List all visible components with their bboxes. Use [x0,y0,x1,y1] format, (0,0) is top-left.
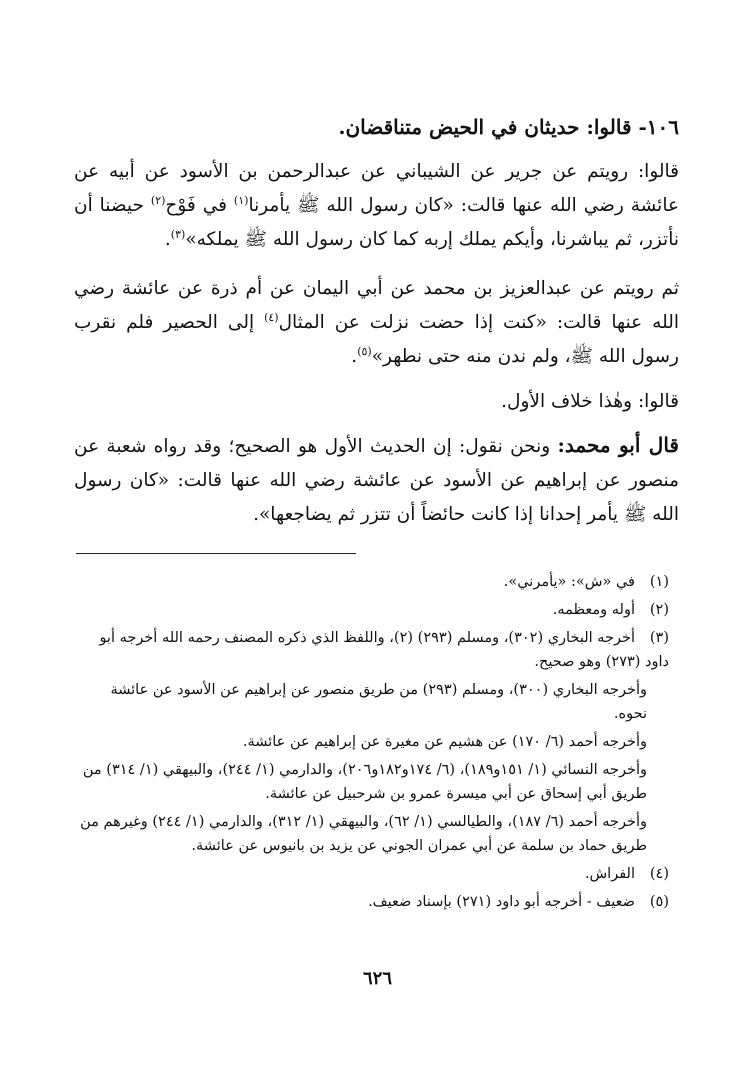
footnote-item [74,626,669,674]
footnote-separator [76,553,356,554]
footnote-item [74,598,669,622]
body-text: ونحن نقول: إن الحديث الأول هو الصحيح؛ وقد رواه شعبة عن منصور عن إبراهيم عن الأسود عن عائشة رضي الله عنها قالت: «كان رسول الله ﷺ يأمر إحدانا إذا كانت حائضاً أن تتزر ثم يضاجعها». [74,436,679,525]
footnote-item [74,862,669,886]
footnote-text: أخرجه البخاري (٣٠٢)، ومسلم (٢٩٣) (٢)، واللفظ الذي ذكره المصنف رحمه الله أخرجه أبو داود (٢٧٣) وهو صحيح. [99,630,669,670]
footnote-number: (٤) [649,866,669,882]
body-text: . [351,346,358,367]
footnote-ref: (٥) [357,344,372,358]
footnote-ref: (٢) [150,193,166,207]
paragraph-2 [74,272,679,374]
body-text: ثم رويتم عن عبدالعزيز بن محمد عن أبي اليمان عن أم ذرة عن عائشة رضي الله عنها قالت: «كنت إذا حضت نزلت عن المثال [74,278,679,333]
footnote-number: (٣) [649,630,669,646]
paragraph-1 [74,155,679,257]
paragraph-3 [74,385,679,419]
body-text: قالوا: وهٰذا خلاف الأول. [501,391,679,412]
body-text: إلى الحصير فلم نقرب رسول الله ﷺ، ولم ندن منه حتى نطهر» [74,312,679,367]
footnote-item [74,890,669,914]
footnote-text: وأخرجه النسائي (١/ ١٥١و١٨٩)، (٦/ ١٧٤و١٨٢و٢٠٦)، والدارمي (١/ ٢٤٤)، والبيهقي (١/ ٣١٤) من طريق أبي إسحاق عن أبي ميسرة عمرو بن شرحبيل عن عائشة. [82,762,647,802]
body-text: حيضنا أن نأتزر، ثم يباشرنا، وأيكم يملك إربه كما كان رسول الله ﷺ يملكه» [74,195,679,250]
footnote-item [74,730,669,754]
footnote-text: أوله ومعظمه. [552,602,635,618]
footnote-ref: (٣) [170,227,186,241]
footnote-text: وأخرجه أحمد (٦/ ١٨٧)، والطيالسي (١/ ٦٢)، والبيهقي (١/ ٣١٢)، والدارمي (١/ ٢٤٤) وغيرهم من طريق حماد بن سلمة عن أبي عمران الجوني عن يزيد بن بانيوس عن عائشة. [80,814,647,854]
body-text: في فَوْح [165,195,234,216]
footnote-number: (٢) [649,602,669,618]
footnote-text: ضعيف - أخرجه أبو داود (٢٧١) بإسناد ضعيف. [368,894,635,910]
footnote-text: في «ش»: «يأمرني». [503,574,635,590]
footnote-item [74,758,669,806]
footnote-text: الفراش. [584,866,635,882]
paragraph-4 [74,428,679,532]
footnote-number: (٥) [649,894,669,910]
footnote-item [74,570,669,594]
footnote-text: وأخرجه أحمد (٦/ ١٧٠) عن هشيم عن مغيرة عن إبراهيم عن عائشة. [242,734,647,750]
footnote-ref: (١) [233,193,249,207]
footnote-item [74,678,669,726]
page-number: ٦٢٦ [362,968,392,989]
footnote-number: (١) [649,574,669,590]
footnote-ref: (٤) [264,310,279,324]
body-text: قالوا: رويتم عن جرير عن الشيباني عن عبدالرحمن بن الأسود عن أبيه عن عائشة رضي الله عنها قالت: «كان رسول الله ﷺ يأمرنا [74,161,679,216]
body-text: . [164,229,171,250]
footnote-item [74,810,669,858]
footnote-text: وأخرجه البخاري (٣٠٠)، ومسلم (٢٩٣) من طريق منصور عن إبراهيم عن الأسود عن عائشة نحوه. [110,682,647,722]
section-heading: ١٠٦- قالوا: حديثان في الحيض متناقضان. [338,115,679,139]
speaker-lead: قال أبو محمد: [557,433,679,457]
footnotes [74,570,669,918]
